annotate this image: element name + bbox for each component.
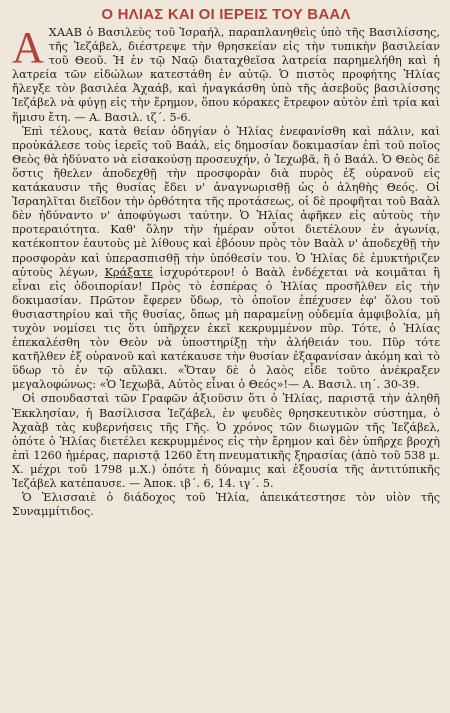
paragraph-interpretation <box>12 392 440 491</box>
paragraph-text: ὁ Βασιλεὺς τοῦ Ἰσραήλ, παραπλανηθεὶς ὑπὸ τῆς Βασιλίσσης, τῆς Ἰεζάβελ, διέστρεψε τὴν θρησκείαν εἰς τὴν τυπικὴν βασιλείαν τοῦ Θεοῦ. Ἡ ἐν τῷ Ναῷ διαταχθεῖσα λατρεία παρημελήθη καὶ ἡ λατρεία τῶν εἰδώλων κατεστάθη ἐν αὐτῷ. Ὁ πιστὸς προφήτης Ἠλίας ἤλεγξε τὸν βασιλέα Ἀχαάβ, καὶ ἠναγκάσθη ὑπὸ τῆς ἀσεβοῦς βασιλίσσης Ἰεζάβελ νὰ φύγῃ εἰς τὴν ἔρημον, ὅπου κόρακες ἔτρεφον αὐτὸν ἐπὶ τρία καὶ ἥμισυ ἔτη. — Α. Βασιλ. ιζ΄. 5-6. <box>12 26 440 124</box>
paragraph-text: Οἱ σπουδασταὶ τῶν Γραφῶν ἀξιοῦσιν ὅτι ὁ Ἠλίας, παριστᾷ τὴν ἀληθῆ Ἐκκλησίαν, ἡ Βασίλισσα Ἰεζάβελ, ἐν ψευδὲς θρησκευτικὸν σύστημα, ὁ Ἀχαὰβ τὰς κυβερνήσεις τῆς Γῆς. Ὁ χρόνος τῶν διωγμῶν τῆς Ἰεζάβελ, ὁπότε ὁ Ἠλίας διετέλει κεκρυμμένος εἰς τὴν ἔρημον καὶ δὲν ὑπῆρχε βροχὴ ἐπὶ 1260 ἡμέρας, παριστᾷ 1260 ἔτη πνευματικῆς ξηρασίας (ἀπὸ τοῦ 538 μ. Χ. μέχρι τοῦ 1798 μ.Χ.) ὁπότε ἡ δύναμις καὶ ἐξουσία τῆς ἀντιτύπικῆς Ἰεζάβελ κατέπαυσε. — Ἀποκ. ιβ΄. 6, 14. ιγ΄. 5. <box>12 392 440 490</box>
lead-word: ΧΑΑΒ <box>48 26 83 39</box>
paragraph-contest <box>12 125 440 393</box>
paragraph-intro <box>12 23 440 125</box>
paragraph-text: Ὁ Ἐλισσαιὲ ὁ διάδοχος τοῦ Ἠλία, ἀπεικάτεστησε τὸν υἱὸν τῆς Συναμμίτιδος. <box>12 491 440 519</box>
article-body <box>12 23 440 519</box>
underlined-word: Κράξατε <box>104 265 153 279</box>
page-title: Ο ΗΛΙΑΣ ΚΑΙ ΟΙ ΙΕΡΕΙΣ ΤΟΥ ΒΑΑΛ <box>101 6 351 23</box>
drop-cap-letter: Α <box>12 23 44 72</box>
paragraph-text: ἰσχυρότερον! ὁ Βαὰλ ἐνδέχεται νὰ κοιμᾶται ἢ εἶναι εἰς ὁδοιπορίαν! Πρὸς τὸ ἑσπέρας ὁ Ἠλίας προσῆλθεν εἰς τὴν δοκιμασίαν. Πρῶτον ἔφερεν ὕδωρ, τὸ ὁποῖον ἐπέχυσεν ἐφ' ὅλου τοῦ θυσιαστηρίου καὶ τῆς θυσίας, ὅπως μὴ παραμείνῃ οὐδεμία ἀμφιβολία, μὴ τυχὸν νομίσει τις ὅτι ὑπῆρχεν ἐκεῖ κεκρυμμένον πῦρ. Τότε, ὁ Ἠλίας ἐπεκαλέσθη τὸν Θεὸν νὰ ὑποστηρίξῃ τὴν ἀλήθειάν του. Πῦρ τότε κατῆλθεν ἐξ οὐρανοῦ καὶ κατέκαυσε τὴν θυσίαν ἐξαφανίσαν ἀκόμη καὶ τὸ ὕδωρ τὸ ἐν τῷ αὔλακι. «Ὅταν δὲ ὁ λαὸς εἶδε τοῦτο ἀνέκραξεν μεγαλοφώνως: «Ὁ Ἰεχωβᾶ, Αὐτὸς εἶναι ὁ Θεός»!— Α. Βασιλ. ιη΄. 30-39. <box>12 265 440 392</box>
paragraph-text: Ἐπὶ τέλους, κατὰ θείαν ὁδηγίαν ὁ Ἠλίας ἐνεφανίσθη καὶ πάλιν, καὶ προὐκάλεσε τοὺς ἱερεῖς τοῦ Βαάλ, εἰς δημοσίαν δοκιμασίαν ἐπὶ τοῦ ποῖος Θεὸς θὰ ἠδύνατο νὰ εἰσακούσῃ προσευχήν, ὁ Ἰεχωβᾶ, ἢ ὁ Βαάλ. Ὁ Θεὸς δὲ ὅστις ἤθελεν ἀποδεχθῇ τὴν προσφορὰν διὰ πυρὸς ἐξ οὐρανοῦ εἰς κατάκαυσιν τῆς θυσίας ἔδει ν' ἀναγνωρισθῇ ὡς ὁ ἀληθὴς Θεός. Οἱ Ἰσραηλῖται διεῖδον τὴν ὀρθότητα τῆς προτάσεως, οἱ δὲ προφῆται τοῦ Βαὰλ δὲν ἠδύναντο ν' ἀποφύγωσι ταύτην. Ὁ Ἠλίας ἀφῆκεν εἰς αὐτοὺς τὴν προτεραιότητα. Καθ' ὅλην τὴν ἡμέραν οὗτοι διετέλουν ἐν ἀγωνίᾳ, κατέκοπτον ἑαυτοὺς μὲ λίθους καὶ ἐβόουν πρὸς τὸν Βαὰλ ν' ἀποδεχθῇ τὴν προσφορὰν καὶ ὑπερασπισθῇ τὴν ὑπόθεσίν του. Ὁ Ἠλίας δὲ ἐμυκτήριζεν αὐτοὺς λέγων, <box>12 124 440 279</box>
paragraph-elisha <box>12 491 440 519</box>
